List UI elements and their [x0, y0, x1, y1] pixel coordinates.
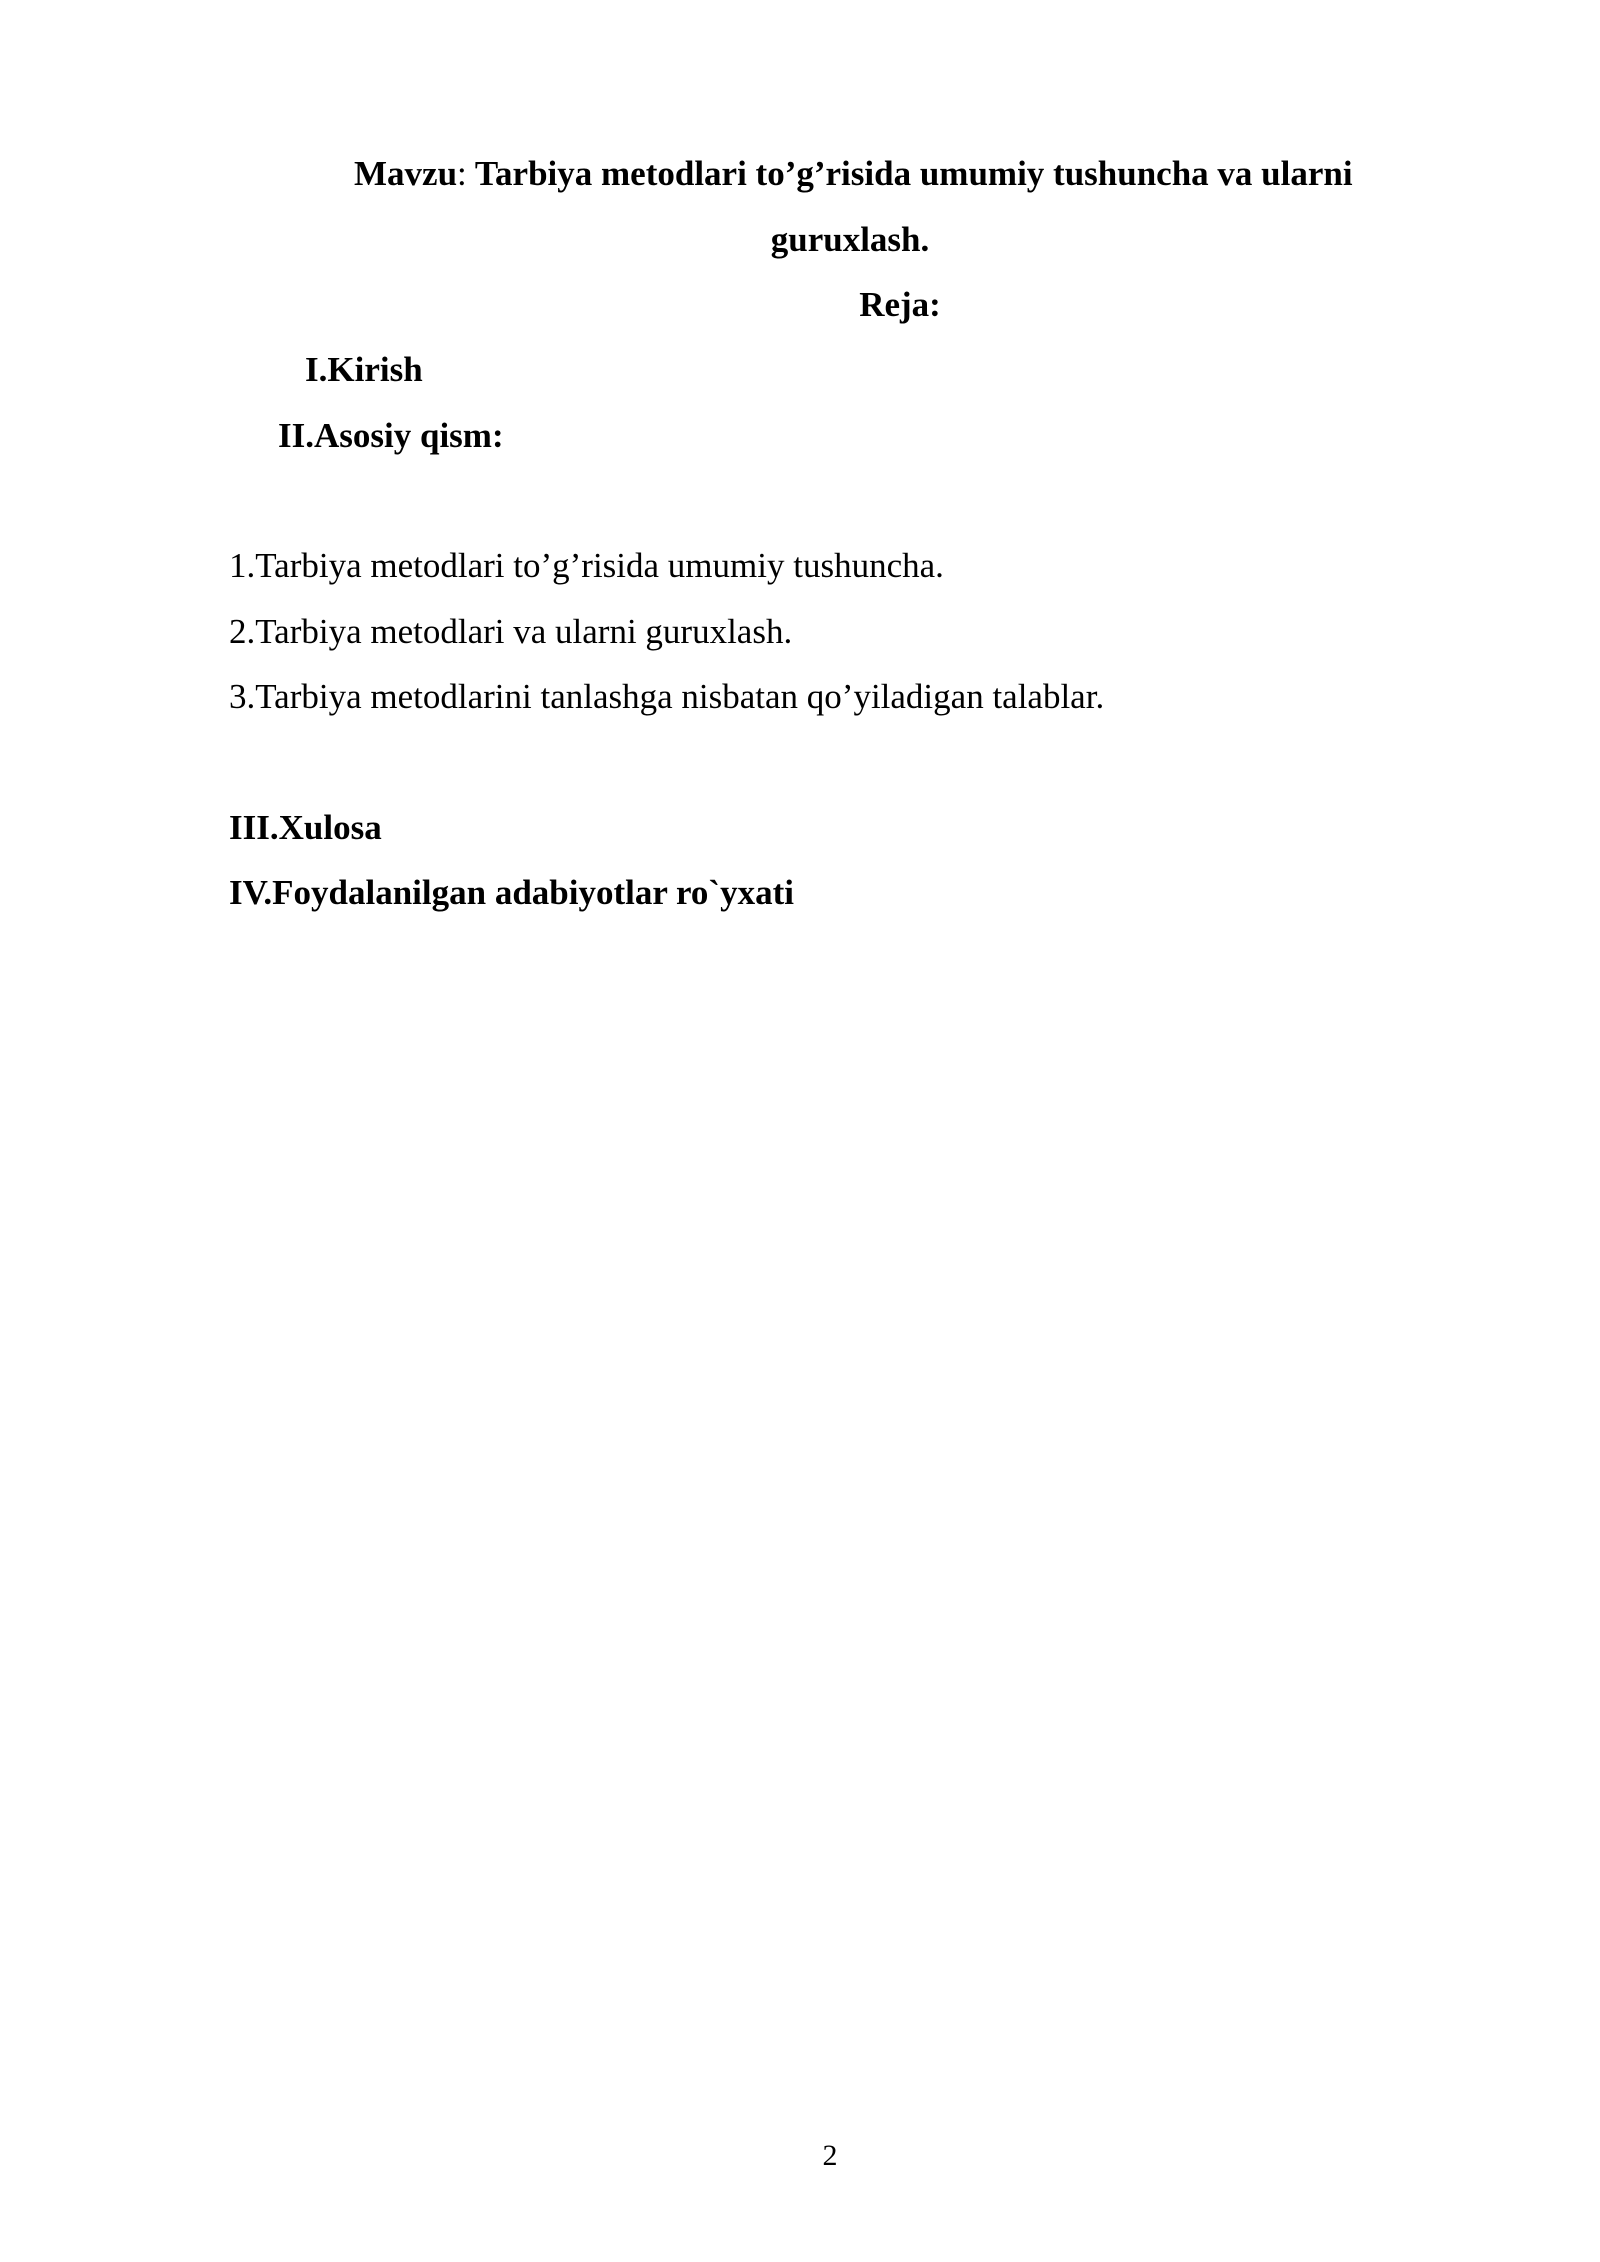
- plan-references: IV.Foydalanilgan adabiyotlar ro`yxati: [229, 873, 794, 912]
- page-number: 2: [822, 2139, 838, 2172]
- topic-title-line-2: guruxlash.: [770, 220, 930, 259]
- topic-title-line-1: [0, 152, 1600, 196]
- plan-item-2: 2.Tarbiya metodlari va ularni guruxlash.: [229, 612, 793, 651]
- topic-colon: :: [457, 154, 467, 193]
- plan-item-1: 1.Tarbiya metodlari to’g’risida umumiy tushuncha.: [229, 546, 944, 585]
- plan-main-part: II.Asosiy qism:: [278, 416, 504, 455]
- topic-title-text: Tarbiya metodlari to’g’risida umumiy tushuncha va ularni: [466, 154, 1353, 193]
- topic-label: Mavzu: [354, 154, 458, 193]
- plan-heading: Reja:: [859, 285, 941, 324]
- plan-item-3: 3.Tarbiya metodlarini tanlashga nisbatan qo’yiladigan talablar.: [229, 677, 1105, 716]
- plan-intro: I.Kirish: [305, 350, 423, 389]
- plan-conclusion: III.Xulosa: [229, 808, 382, 847]
